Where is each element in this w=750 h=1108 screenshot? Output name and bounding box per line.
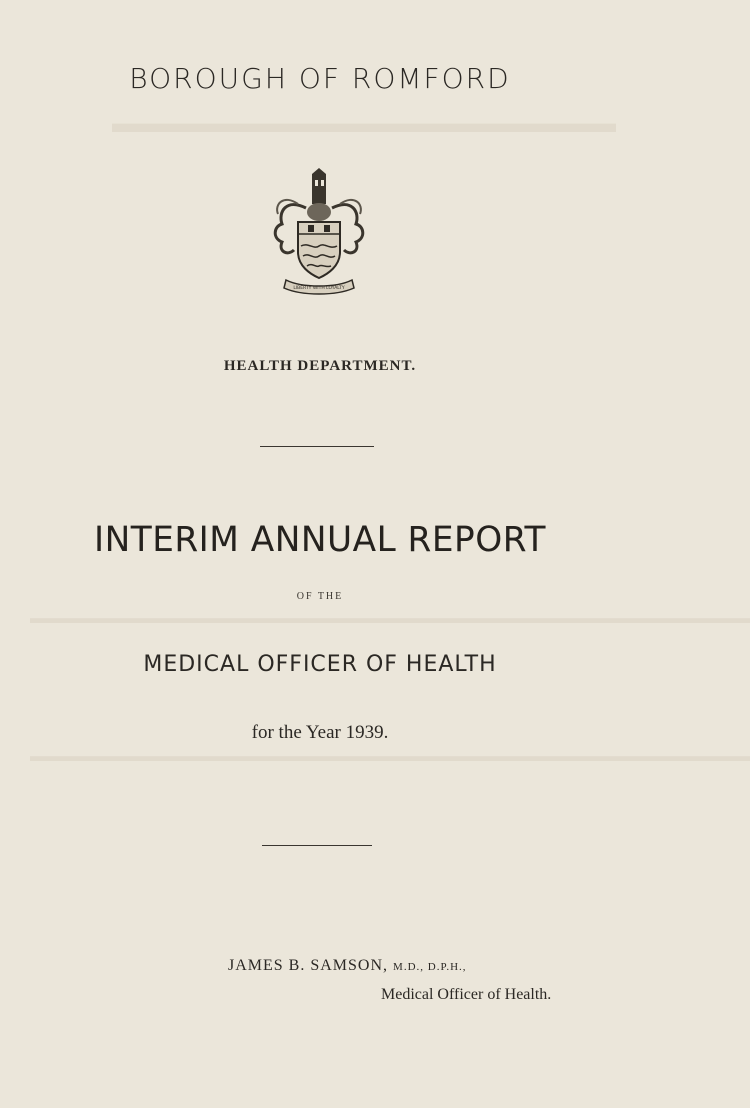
divider-top	[260, 446, 374, 447]
borough-heading: BOROUGH OF ROMFORD	[129, 62, 511, 95]
signatory-name-line	[228, 957, 467, 975]
show-through-decoration: ▬▬▬▬▬▬▬▬▬▬▬▬▬▬▬▬▬▬	[112, 108, 616, 139]
divider-bottom	[262, 845, 372, 846]
report-title: INTERIM ANNUAL REPORT	[94, 520, 546, 560]
signatory-qualifications: M.D., D.P.H.,	[393, 961, 467, 973]
signatory-title: Medical Officer of Health.	[381, 986, 552, 1003]
year-line: for the Year 1939.	[251, 722, 389, 743]
signatory-name: JAMES B. SAMSON,	[228, 957, 389, 974]
crest-motto: LIBERTY WITH LOYALTY	[293, 286, 345, 291]
of-the-label: OF THE	[296, 591, 344, 602]
department-heading: HEALTH DEPARTMENT.	[223, 358, 417, 374]
show-through-decoration: ▬▬▬▬▬▬▬▬▬▬▬▬▬▬▬▬▬▬▬▬▬▬▬▬▬▬▬▬▬▬▬▬▬▬▬▬▬▬▬▬▬▬▬▬▬	[30, 748, 750, 765]
borough-crest-icon	[268, 168, 370, 296]
show-through-decoration: ▬▬▬▬▬▬▬▬▬▬▬▬▬▬▬▬▬▬▬▬▬▬▬▬▬▬▬▬▬▬▬▬▬▬▬▬▬▬▬▬▬▬▬▬▬	[30, 610, 750, 627]
officer-heading: MEDICAL OFFICER OF HEALTH	[143, 652, 497, 677]
